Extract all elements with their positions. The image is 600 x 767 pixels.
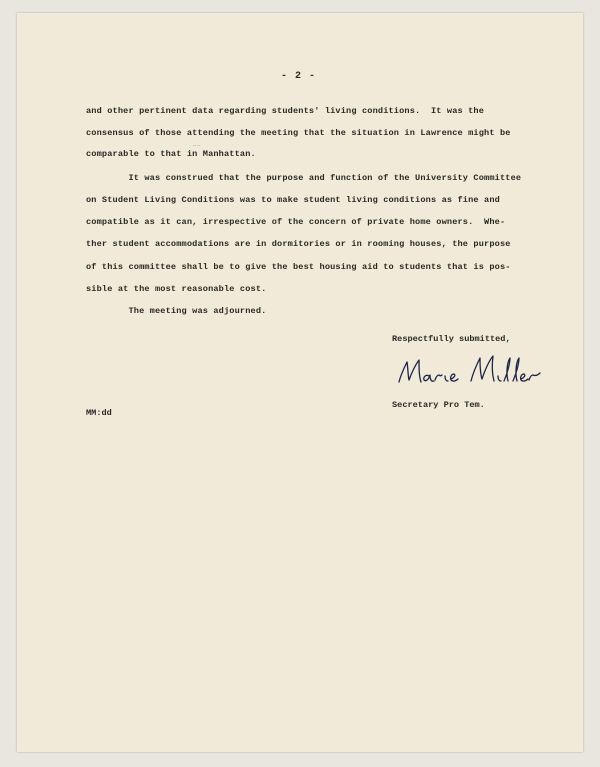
- body-line: of this committee shall be to give the best housing aid to students that is pos-: [86, 262, 511, 272]
- body-line: consensus of those attending the meeting that the situation in Lawrence might be: [86, 128, 511, 138]
- page-number: - 2 -: [281, 71, 317, 82]
- closing-line: Respectfully submitted,: [392, 334, 511, 344]
- signature-text: Marie Miller: [193, 146, 201, 147]
- body-line: and other pertinent data regarding students' living conditions. It was the: [86, 106, 485, 116]
- body-line: sible at the most reasonable cost.: [86, 284, 267, 294]
- signer-title: Secretary Pro Tem.: [392, 400, 485, 410]
- body-line: compatible as it can, irrespective of the concern of private home owners. Whe-: [86, 217, 506, 227]
- reference-initials: MM:dd: [86, 408, 112, 418]
- body-line: on Student Living Conditions was to make student living conditions as fine and: [86, 195, 500, 205]
- body-line: It was construed that the purpose and function of the University Committee: [86, 173, 522, 183]
- body-line: comparable to that in Manhattan.: [86, 149, 256, 159]
- body-line: ther student accommodations are in dormitories or in rooming houses, the purpose: [86, 239, 511, 249]
- adjourned-line: The meeting was adjourned.: [86, 306, 267, 316]
